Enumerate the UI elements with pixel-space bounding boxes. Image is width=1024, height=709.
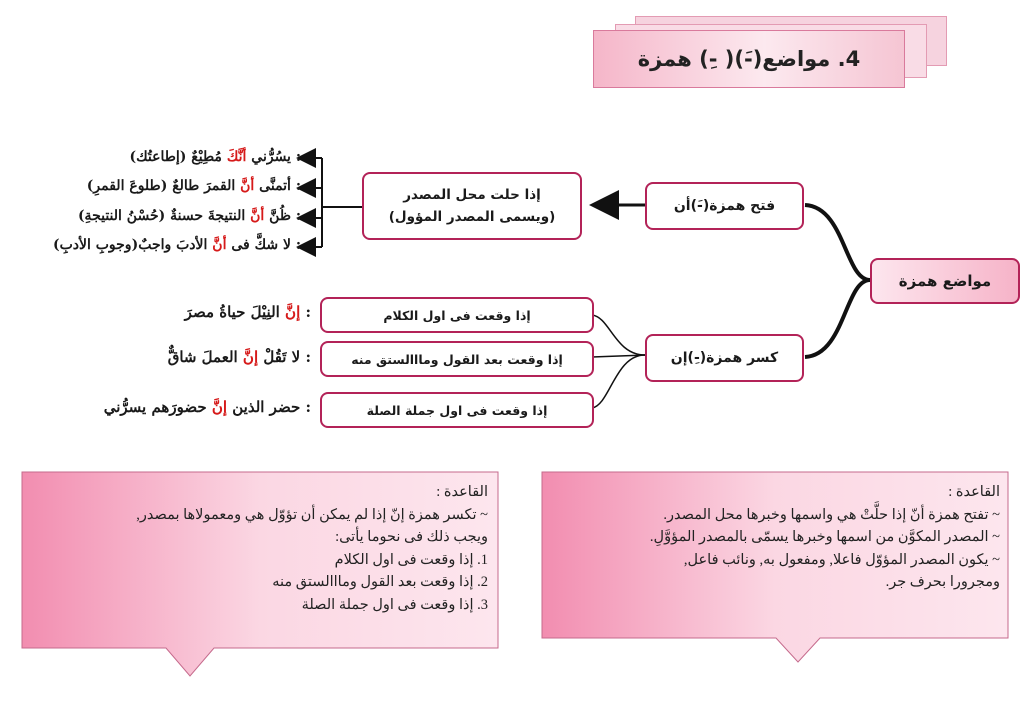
fath-node: فتح همزة(-َ)أن — [645, 182, 804, 230]
rule-kasr-text — [30, 481, 488, 616]
example-text: : لا شكَّ فى — [226, 237, 301, 253]
highlighted-particle: أنَّ — [240, 178, 255, 194]
fath-example-1 — [129, 149, 301, 165]
highlighted-particle: إنَّ — [211, 398, 228, 416]
rule-fath-line: ~ المصدر المكوَّن من اسمها وخبرها يسمّى بالمصدر المؤوَّلِ. — [649, 529, 1000, 545]
rule-kasr-line: 2. إذا وقعت بعد القول ومااالستق منه — [272, 574, 488, 590]
rule-kasr-heading: القاعدة : — [436, 484, 488, 500]
example-text: : يسُرُّني — [246, 149, 301, 165]
rule-fath-line: ~ تفتح همزة أنّ إذا حلَّتْ هي واسمها وخبرها محل المصدر. — [663, 506, 1000, 523]
root-node: مواضع همزة — [870, 258, 1020, 304]
highlighted-particle: أنَّكَ — [226, 149, 247, 165]
example-text: : أتمنَّى — [254, 178, 301, 194]
highlighted-particle: إنَّ — [285, 303, 301, 321]
kasr-node: كسر همزة(-ِ)إن — [645, 334, 804, 382]
example-text: العملَ شاقٌّ — [167, 348, 243, 366]
example-text: حضورَهم يسرُّني — [103, 398, 212, 416]
example-text: : لا تَقُلْ — [258, 348, 311, 366]
rule-fath-heading: القاعدة : — [948, 484, 1000, 500]
page-title: 4. مواضع(-َ)( -ِ) همزة — [593, 30, 905, 88]
example-text: القمرَ طالعٌ (طلوعَ القمرِ) — [86, 178, 241, 194]
rule-fath-text — [550, 481, 1000, 594]
rule-kasr-line: 1. إذا وقعت فى اول الكلام — [334, 551, 488, 568]
kasr-example-1 — [185, 303, 311, 321]
fath-example-3 — [78, 208, 301, 224]
fath-condition — [362, 172, 582, 240]
highlighted-particle: أنَّ — [250, 208, 265, 224]
example-text: الأدبَ واجبٌ(وجوبِ الأدبِ) — [52, 237, 213, 253]
rule-fath-line: ومجرورا بحرف جر. — [885, 574, 1000, 590]
example-text: : — [300, 303, 311, 321]
example-text: : ظُنَّ — [264, 208, 301, 224]
kasr-condition-1: إذا وقعت فى اول الكلام — [320, 297, 594, 333]
example-text: : حضر الذين — [227, 398, 311, 416]
rule-kasr-line: ويجب ذلك فى نحوما يأتى: — [335, 529, 488, 545]
fath-condition-line-1: إذا حلت محل المصدر — [403, 187, 541, 203]
kasr-example-3 — [104, 398, 311, 416]
example-text: مُطِيْعٌ (إطاعتُك) — [129, 149, 227, 165]
kasr-condition-2: إذا وقعت بعد القول ومااالستق منه — [320, 341, 594, 377]
highlighted-particle: إنَّ — [242, 348, 259, 366]
rule-kasr-line: 3. إذا وقعت فى اول جملة الصلة — [301, 596, 488, 613]
fath-condition-line-2: (ويسمى المصدر المؤول) — [388, 209, 556, 225]
example-text: النِيْلَ حياةُ مصرَ — [184, 303, 286, 321]
fath-example-2 — [87, 178, 301, 194]
example-text: النتيجةَ حسنةٌ (حُسْنُ النتيجةِ) — [77, 208, 251, 224]
kasr-example-2 — [168, 348, 311, 366]
highlighted-particle: أنَّ — [212, 237, 227, 253]
rule-kasr-line: ~ تكسر همزة إنّ إذا لم يمكن أن تؤوّل هي ومعمولاها بمصدر, — [136, 506, 488, 523]
kasr-condition-3: إذا وقعت فى اول جملة الصلة — [320, 392, 594, 428]
fath-example-4 — [53, 237, 301, 253]
rule-fath-line: ~ يكون المصدر المؤوّل فاعلا, ومفعول به, ونائب فاعل, — [683, 551, 1000, 568]
